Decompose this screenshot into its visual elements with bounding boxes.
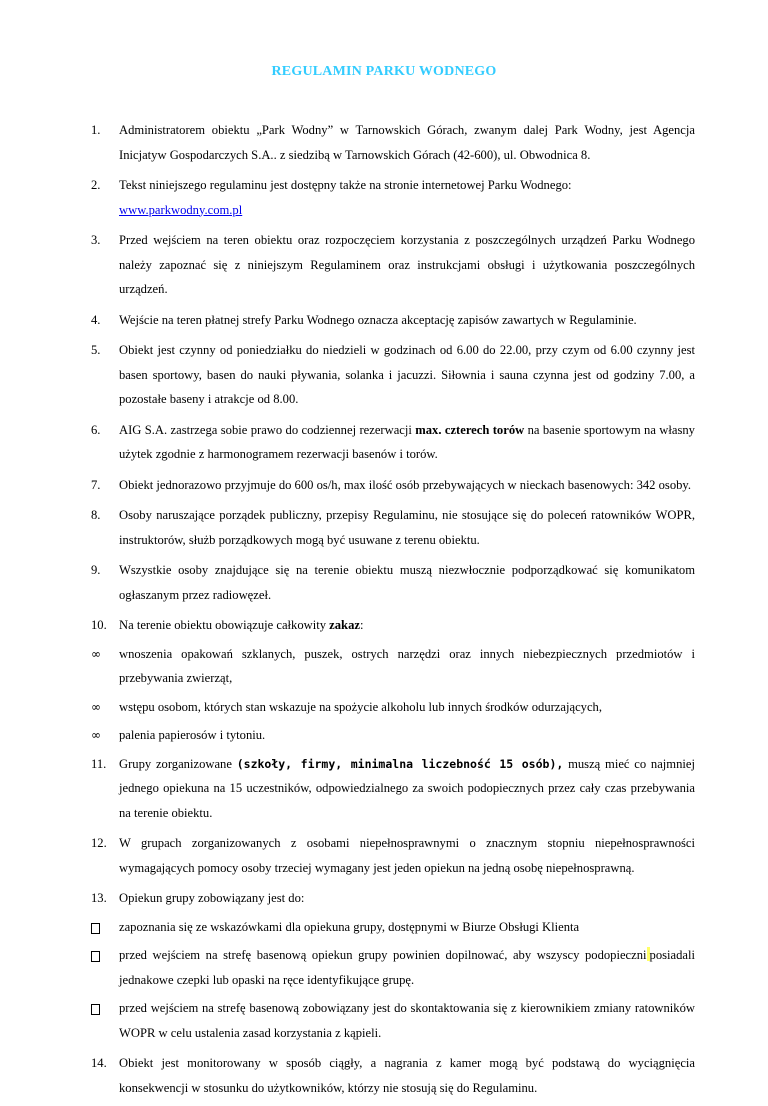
rule-text: Wszystkie osoby znajdujące się na terenie obiektu muszą niezwłocznie podporządkować się komunikatom ogłaszanym przez radiowęzeł.: [119, 563, 695, 602]
prohibition-bullet-2: [91, 695, 695, 720]
rule-number: 13.: [91, 891, 107, 905]
box-bullet-icon: [91, 996, 100, 1024]
rule-2: [91, 173, 695, 222]
rule-text: Opiekun grupy zobowiązany jest do:: [119, 891, 305, 905]
rule-number: 10.: [91, 618, 107, 632]
rule-1: [91, 118, 695, 167]
rule-text: AIG S.A. zastrzega sobie prawo do codziennej rezerwacji: [119, 422, 416, 437]
rule-14: [91, 1051, 695, 1100]
website-link[interactable]: www.parkwodny.com.pl: [119, 202, 243, 217]
rule-text: Wejście na teren płatnej strefy Parku Wodnego oznacza akceptację zapisów zawartych w Regulaminie.: [119, 312, 637, 327]
rule-text: Osoby naruszające porządek publiczny, przepisy Regulaminu, nie stosujące się do poleceń ratowników WOPR, instruktorów, służb porządkowych mogą być usuwane z terenu obiektu.: [119, 508, 695, 547]
rule-number: 6.: [91, 422, 101, 437]
rule-text: Obiekt jest monitorowany w sposób ciągły, a nagrania z kamer mogą być podstawą do wyciągnięcia konsekwencji w stosunku do użytkowników, którzy nie stosują się do Regulaminu.: [119, 1056, 695, 1095]
rule-number: 5.: [91, 343, 101, 357]
rule-bold-text: max. czterech torów: [415, 422, 525, 437]
rule-5: [91, 338, 695, 412]
infinity-bullet-icon: ∞: [91, 728, 101, 742]
rule-number: 12.: [91, 836, 107, 850]
bullet-text: przed wejściem na strefę basenową opiekun grupy powinien dopilnować, aby wszyscy podopieczni: [119, 948, 647, 962]
rule-number: 2.: [91, 178, 101, 192]
rule-9: [91, 558, 695, 607]
rule-bold-text: (szkoły, firmy, minimalna liczebność 15 osób),: [236, 756, 564, 771]
bullet-text: wstępu osobom, których stan wskazuje na spożycie alkoholu lub innych środków odurzających,: [119, 699, 602, 714]
rule-11: [91, 752, 695, 826]
prohibition-bullet-3: [91, 723, 695, 748]
bullet-text: wnoszenia opakowań szklanych, puszek, ostrych narzędzi oraz innych niebezpiecznych przedmiotów i przebywania zwierząt,: [119, 646, 695, 685]
rule-text: na basenie sportowym na własny użytek zgodnie z harmonogramem rezerwacji basenów i torów.: [119, 422, 695, 461]
rule-number: 7.: [91, 477, 101, 492]
rule-text: Obiekt jednorazowo przyjmuje do 600 os/h, max ilość osób przebywających w nieckach basenowych: 342 osoby.: [119, 477, 692, 492]
rule-12: [91, 831, 695, 880]
rule-text: muszą mieć co najmniej jednego opiekuna na 15 uczestników, odpowiedzialnego za swoich podopiecznych przez cały czas przebywania na terenie obiektu.: [119, 756, 695, 820]
rule-7: [91, 473, 695, 498]
rule-13: [91, 886, 695, 911]
rule-6: [91, 418, 695, 467]
rule-text: Administratorem obiektu „Park Wodny” w Tarnowskich Górach, zwanym dalej Park Wodny, jest Agencja Inicjatyw Gospodarczych S.A.. z siedzibą w Tarnowskich Górach (42-600), ul. Obwodnica 8.: [119, 123, 695, 162]
rule-number: 11.: [91, 756, 107, 771]
rule-number: 4.: [91, 312, 101, 327]
infinity-bullet-icon: ∞: [91, 699, 101, 714]
infinity-bullet-icon: ∞: [91, 646, 101, 661]
box-bullet-icon: [91, 943, 100, 971]
rule-3: [91, 228, 695, 302]
rule-number: 1.: [91, 123, 101, 137]
rules-list: [91, 118, 695, 1106]
rule-text: Obiekt jest czynny od poniedziałku do niedzieli w godzinach od 6.00 do 22.00, przy czym od 6.00 czynny jest basen sportowy, basen do nauki pływania, solanka i jacuzzi. Siłownia i sauna czynna jest od godziny 7.00, a pozostałe baseny i atrakcje od 8.00.: [119, 343, 695, 406]
bullet-text: palenia papierosów i tytoniu.: [119, 728, 266, 742]
duty-bullet-3: [91, 996, 695, 1045]
rule-text: Przed wejściem na teren obiektu oraz rozpoczęciem korzystania z poszczególnych urządzeń Parku Wodnego należy zapoznać się z niniejszym Regulaminem oraz instrukcjami obsługi i użytkowania poszczególnych urządzeń.: [119, 233, 695, 296]
rule-text: :: [359, 618, 364, 632]
rule-text: Na terenie obiektu obowiązuje całkowity: [119, 618, 330, 632]
document-title: REGULAMIN PARKU WODNEGO: [271, 64, 497, 79]
duty-bullet-1: [91, 915, 695, 940]
rule-8: [91, 503, 695, 552]
prohibition-bullet-1: [91, 642, 695, 691]
rule-4: [91, 308, 695, 333]
duty-bullet-2: [91, 943, 695, 992]
box-bullet-icon: [91, 915, 100, 943]
rule-10: [91, 613, 695, 638]
rule-bold-text: zakaz: [329, 618, 360, 632]
rule-text: Tekst niniejszego regulaminu jest dostępny także na stronie internetowej Parku Wodnego:: [119, 178, 572, 192]
rule-number: 3.: [91, 233, 101, 247]
bullet-text: zapoznania się ze wskazówkami dla opiekuna grupy, dostępnymi w Biurze Obsługi Klienta: [119, 919, 580, 934]
bullet-text: przed wejściem na strefę basenową zobowiązany jest do skontaktowania się z kierownikiem zmiany ratowników WOPR w celu ustalenia zasad korzystania z kąpieli.: [119, 1001, 695, 1040]
rule-number: 9.: [91, 563, 101, 577]
rule-text: Grupy zorganizowane: [119, 756, 237, 771]
rule-number: 8.: [91, 508, 101, 522]
bullet-text: posiadali jednakowe czepki lub opaski na ręce identyfikujące grupę.: [119, 948, 695, 987]
rule-number: 14.: [91, 1056, 107, 1070]
rule-text: W grupach zorganizowanych z osobami niepełnosprawnymi o znacznym stopniu niepełnosprawności wymagających pomocy osoby trzeciej wymagany jest jeden opiekun na jedną osobę niepełnosprawną.: [119, 836, 695, 875]
